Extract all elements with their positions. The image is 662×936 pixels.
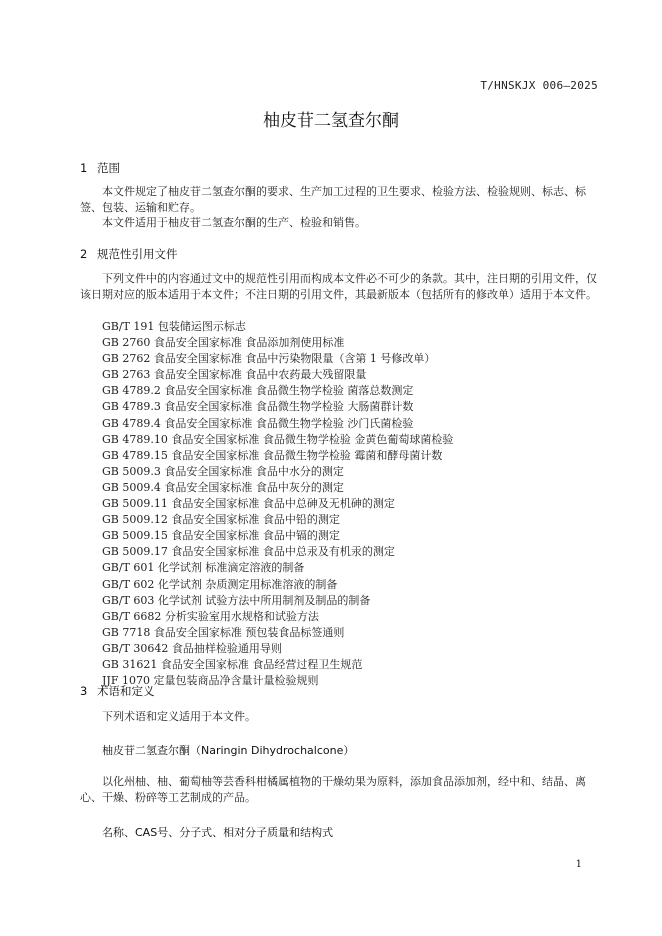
reference-item: GB/T 6682 分析实验室用水规格和试验方法 (102, 609, 319, 623)
reference-item: GB/T 191 包装储运图示标志 (102, 320, 246, 333)
reference-item: GB 5009.3 食品安全国家标准 食品中水分的测定 (102, 464, 344, 478)
reference-item: GB 7718 食品安全国家标准 预包装食品标签通则 (102, 625, 345, 639)
section-3-paragraph-1-text: 下列术语和定义适用于本文件。 (102, 710, 256, 723)
section-2-title: 规范性引用文件 (97, 247, 178, 261)
section-1-paragraph-1-text: 本文件规定了柚皮苷二氢查尔酮的要求、生产加工过程的卫生要求、检验方法、检验规则、标志、标签、包装、运输和贮存。 (80, 185, 586, 214)
section-2-paragraph-1 (80, 271, 600, 302)
section-2-paragraph-1-text: 下列文件中的内容通过文中的规范性引用而构成本文件必不可少的条款。其中，注日期的引用文件，仅该日期对应的版本适用于本文件；不注日期的引用文件，其最新版本（包括所有的修改单）适用于本文件。 (80, 272, 597, 301)
section-1-paragraph-1 (80, 184, 600, 215)
section-3-heading (80, 683, 155, 699)
reference-item: GB 5009.4 食品安全国家标准 食品中灰分的测定 (102, 480, 344, 494)
section-3-title: 术语和定义 (97, 684, 155, 698)
reference-item: GB 2763 食品安全国家标准 食品中农药最大残留限量 (102, 368, 367, 382)
section-2-heading (80, 246, 178, 262)
reference-item: GB 4789.2 食品安全国家标准 食品微生物学检验 菌落总数测定 (102, 384, 414, 398)
reference-item: GB 2760 食品安全国家标准 食品添加剂使用标准 (102, 336, 345, 350)
section-1-paragraph-2 (80, 215, 600, 231)
reference-item: GB 4789.3 食品安全国家标准 食品微生物学检验 大肠菌群计数 (102, 400, 414, 414)
section-2-number: 2 (80, 247, 88, 261)
reference-item: GB 4789.15 食品安全国家标准 食品微生物学检验 霉菌和酵母菌计数 (102, 448, 443, 462)
section-1-heading (80, 160, 120, 176)
reference-item: GB 4789.4 食品安全国家标准 食品微生物学检验 沙门氏菌检验 (102, 416, 414, 430)
page-title: 柚皮苷二氢查尔酮 (263, 111, 399, 131)
reference-item: GB/T 602 化学试剂 杂质测定用标准溶液的制备 (102, 577, 338, 591)
reference-item: GB 5009.17 食品安全国家标准 食品中总汞及有机汞的测定 (102, 545, 395, 559)
term-heading: 柚皮苷二氢查尔酮（Naringin Dihydrochalcone） (102, 744, 355, 757)
page-number: 1 (575, 859, 582, 870)
reference-item: GB/T 603 化学试剂 试验方法中所用制剂及制品的制备 (102, 593, 371, 607)
term-definition (80, 774, 600, 805)
reference-list (102, 319, 453, 689)
section-1-title: 范围 (97, 161, 120, 175)
document-code: T/HNSKJX 006—2025 (480, 79, 598, 92)
reference-item: GB/T 601 化学试剂 标准滴定溶液的制备 (102, 561, 305, 575)
reference-item: GB 5009.12 食品安全国家标准 食品中铅的测定 (102, 513, 340, 527)
reference-item: JJF 1070 定量包装商品净含量计量检验规则 (102, 674, 319, 688)
reference-item: GB 2762 食品安全国家标准 食品中污染物限量（含第 1 号修改单） (102, 352, 436, 366)
reference-item: GB 5009.11 食品安全国家标准 食品中总砷及无机砷的测定 (102, 497, 395, 511)
subsection-heading: 名称、CAS号、分子式、相对分子质量和结构式 (102, 826, 334, 839)
section-3-paragraph-1 (80, 709, 600, 725)
reference-item: GB 4789.10 食品安全国家标准 食品微生物学检验 金黄色葡萄球菌检验 (102, 432, 454, 446)
section-1-number: 1 (80, 161, 88, 175)
section-1-paragraph-2-text: 本文件适用于柚皮苷二氢查尔酮的生产、检验和销售。 (102, 216, 366, 229)
reference-item: GB/T 30642 食品抽样检验通用导则 (102, 641, 282, 655)
section-3-number: 3 (80, 684, 88, 698)
reference-item: GB 31621 食品安全国家标准 食品经营过程卫生规范 (102, 657, 363, 671)
reference-item: GB 5009.15 食品安全国家标准 食品中镉的测定 (102, 529, 340, 543)
term-definition-text: 以化州柚、柚、葡萄柚等芸香科柑橘属植物的干燥幼果为原料，添加食品添加剂，经中和、结晶、离心、干燥、粉碎等工艺制成的产品。 (80, 775, 586, 804)
